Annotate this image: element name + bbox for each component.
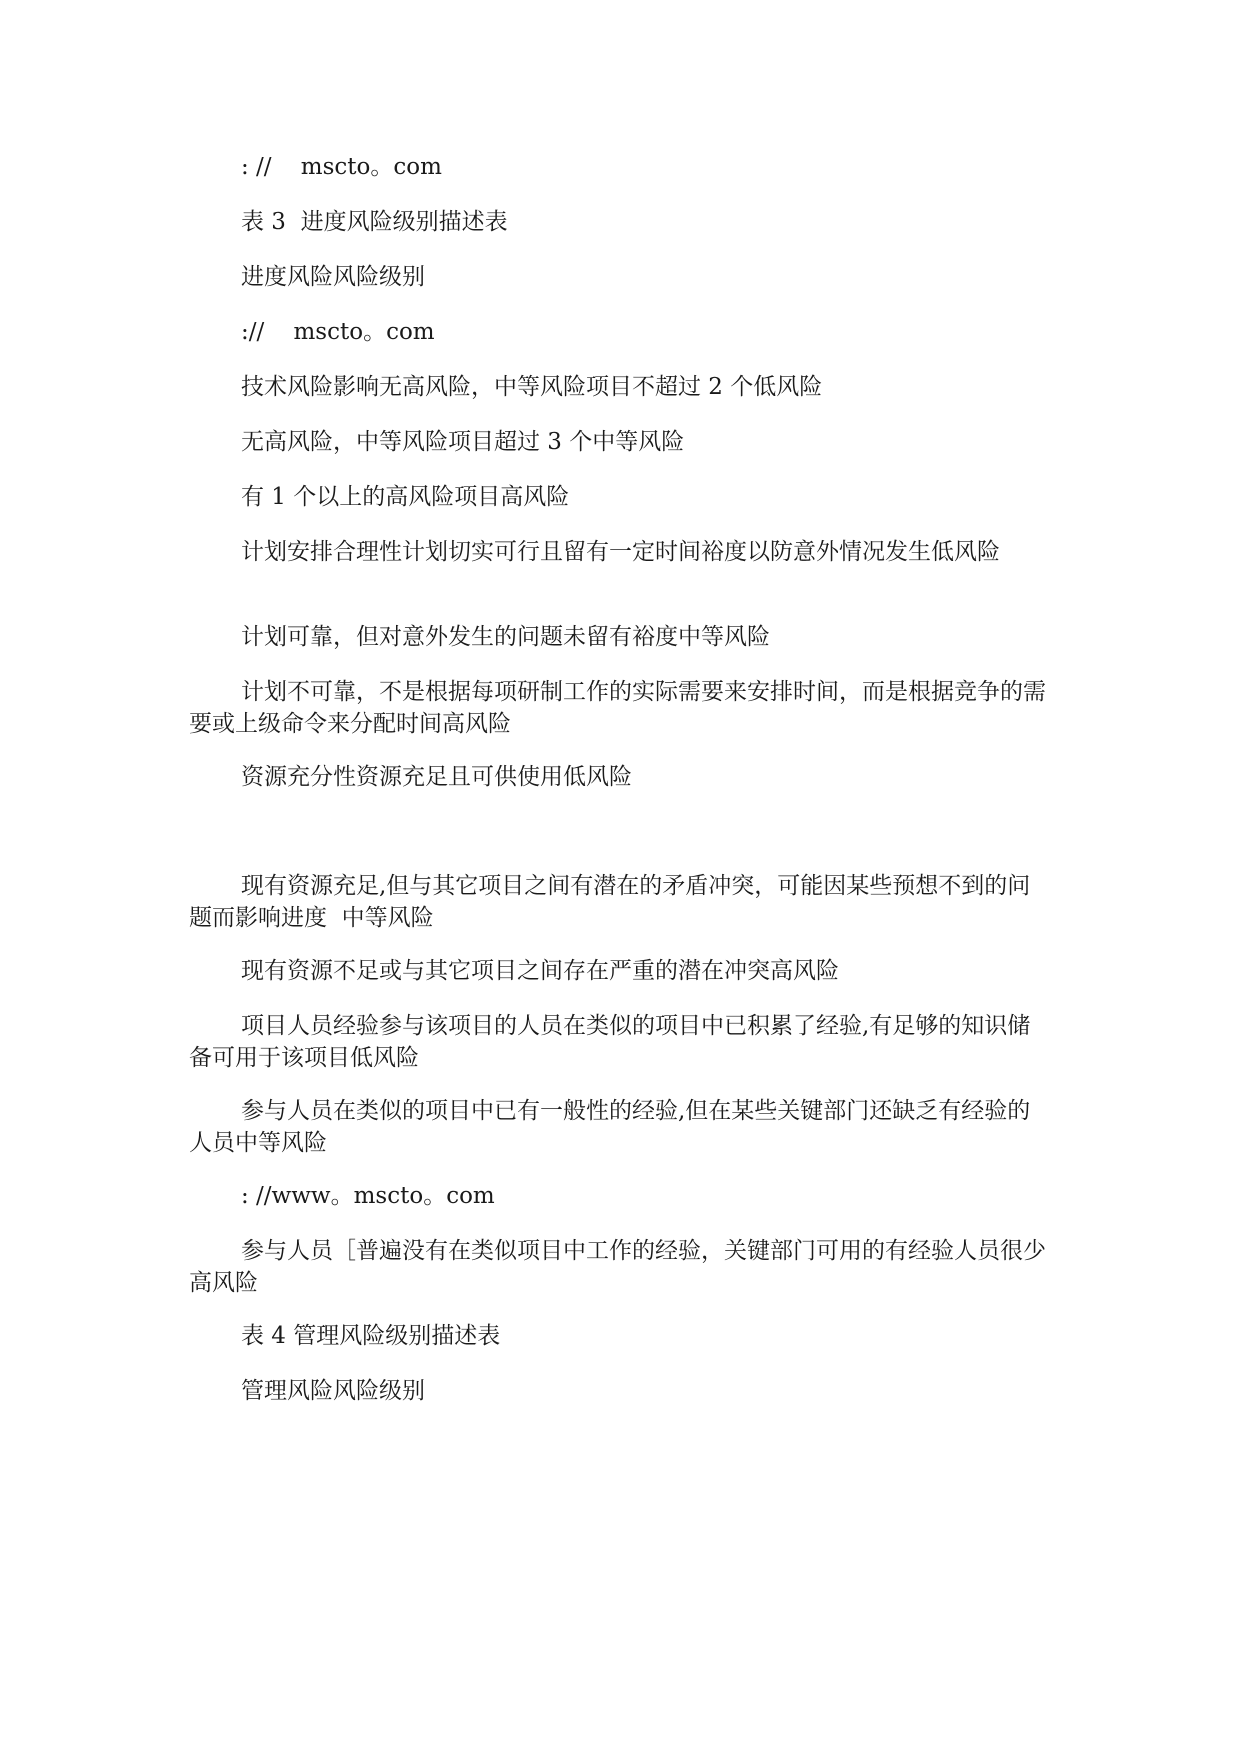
paragraph-plan-medium: 计划可靠，但对意外发生的问题未留有裕度中等风险: [241, 624, 770, 650]
paragraph-plan-low: 计划安排合理性计划切实可行且留有一定时间裕度以防意外情况发生低风险: [241, 539, 1000, 565]
paragraph-tech-risk-high: 有 1 个以上的高风险项目高风险: [241, 484, 570, 510]
paragraph-resource-high: 现有资源不足或与其它项目之间存在严重的潜在冲突高风险: [241, 958, 839, 984]
table-4-caption: 表 4 管理风险级别描述表: [241, 1323, 501, 1349]
table-4-header: 管理风险风险级别: [241, 1378, 425, 1404]
url-line-3: : //www。mscto。com: [241, 1183, 495, 1209]
url-line-2: :// mscto。com: [241, 319, 435, 345]
paragraph-tech-risk-low: 技术风险影响无高风险，中等风险项目不超过 2 个低风险: [241, 374, 823, 400]
table-3-caption: 表 3 进度风险级别描述表: [241, 209, 508, 235]
paragraph-tech-risk-medium: 无高风险，中等风险项目超过 3 个中等风险: [241, 429, 685, 455]
paragraph-resource-low: 资源充分性资源充足且可供使用低风险: [241, 764, 632, 790]
paragraph-staff-high: 参与人员［普遍没有在类似项目中工作的经验，关键部门可用的有经验人员很少高风险: [189, 1238, 1046, 1296]
table-3-header: 进度风险风险级别: [241, 264, 425, 290]
url-line-1: : // mscto。com: [241, 154, 442, 180]
paragraph-staff-medium: 参与人员在类似的项目中已有一般性的经验,但在某些关键部门还缺乏有经验的人员中等风险: [189, 1098, 1031, 1156]
paragraph-plan-high: 计划不可靠，不是根据每项研制工作的实际需要来安排时间，而是根据竞争的需要或上级命令来分配时间高风险: [189, 679, 1046, 737]
paragraph-staff-low: 项目人员经验参与该项目的人员在类似的项目中已积累了经验,有足够的知识储备可用于该项目低风险: [189, 1013, 1031, 1071]
paragraph-resource-medium: 现有资源充足,但与其它项目之间有潜在的矛盾冲突，可能因某些预想不到的问题而影响进度 中等风险: [189, 873, 1031, 931]
